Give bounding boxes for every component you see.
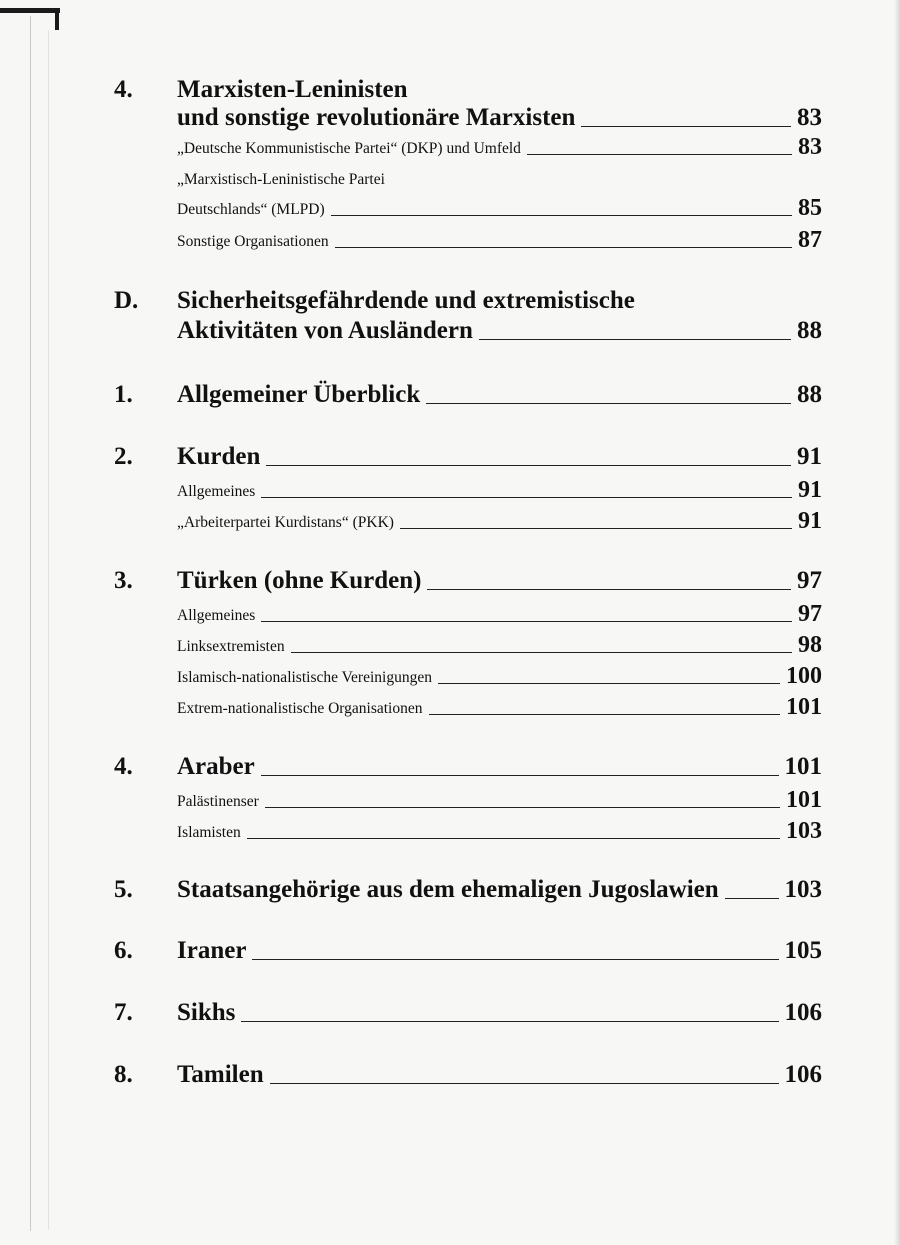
dot-leader: [426, 403, 791, 404]
toc-subentry[interactable]: [177, 135, 822, 159]
section-title: Sikhs: [177, 999, 236, 1026]
toc-entry[interactable]: [177, 380, 822, 410]
page-number: 105: [784, 937, 822, 964]
section-number: 6.: [114, 937, 133, 964]
subentry-title: Allgemeines: [177, 607, 256, 624]
page-number: 106: [784, 1061, 822, 1088]
dot-leader: [247, 838, 780, 839]
section-title: Allgemeiner Überblick: [177, 381, 421, 408]
toc-entry[interactable]: [177, 998, 822, 1028]
dot-leader: [252, 959, 778, 960]
toc-subentry[interactable]: [177, 196, 822, 220]
toc-entry[interactable]: [177, 103, 822, 133]
page-number: 83: [797, 104, 822, 131]
toc-entry[interactable]: [177, 875, 822, 905]
section-title: Tamilen: [177, 1061, 264, 1088]
page-number: 88: [797, 381, 822, 408]
page-number: 100: [786, 663, 822, 689]
section-title: Staatsangehörige aus dem ehemaligen Jugoslawien: [177, 876, 719, 903]
dot-leader: [429, 714, 781, 715]
page-number: 83: [798, 134, 822, 160]
toc-entry[interactable]: [177, 566, 822, 596]
page-number: 91: [797, 443, 822, 470]
section-number: 3.: [114, 567, 133, 594]
page-number: 101: [786, 787, 822, 813]
section-title: Türken (ohne Kurden): [177, 567, 422, 594]
toc-subentry[interactable]: [177, 509, 822, 533]
subentry-title: Linksextremisten: [177, 638, 285, 655]
page-number: 91: [798, 477, 822, 503]
toc-entry[interactable]: [177, 936, 822, 966]
toc-subentry[interactable]: [177, 695, 822, 719]
toc-entry[interactable]: [177, 1060, 822, 1090]
dot-leader: [335, 247, 792, 248]
toc-subentry[interactable]: [177, 602, 822, 626]
toc-subentry[interactable]: [177, 228, 822, 252]
toc-subentry[interactable]: [177, 788, 822, 812]
page-number: 106: [784, 999, 822, 1026]
subentry-title-line: „Marxistisch-Leninistische Partei: [177, 171, 385, 188]
toc-subentry[interactable]: [177, 664, 822, 688]
page-number: 97: [798, 601, 822, 627]
section-title: Araber: [177, 753, 255, 780]
subentry-title: „Deutsche Kommunistische Partei“ (DKP) und Umfeld: [177, 140, 521, 157]
dot-leader: [479, 339, 791, 340]
subentry-title: Allgemeines: [177, 483, 256, 500]
toc-subentry[interactable]: [177, 633, 822, 657]
dot-leader: [725, 898, 779, 899]
subentry-title: „Arbeiterpartei Kurdistans“ (PKK): [177, 514, 394, 531]
dot-leader: [270, 1083, 779, 1084]
toc-subentry[interactable]: [177, 819, 822, 843]
toc-subentry[interactable]: [177, 478, 822, 502]
section-title-line: Sicherheitsgefährdende und extremistische: [177, 287, 635, 314]
section-title-line: Marxisten-Leninisten: [177, 76, 408, 103]
dot-leader: [241, 1021, 778, 1022]
page-number: 98: [798, 632, 822, 658]
dot-leader: [291, 652, 792, 653]
page-number: 103: [784, 876, 822, 903]
dot-leader: [265, 807, 780, 808]
dot-leader: [331, 215, 792, 216]
subentry-title: Islamisch-nationalistische Vereinigungen: [177, 669, 432, 686]
dot-leader: [427, 589, 791, 590]
dot-leader: [400, 528, 792, 529]
toc-entry[interactable]: [177, 316, 822, 346]
section-number: 2.: [114, 443, 133, 470]
page-number: 103: [786, 818, 822, 844]
section-number: D.: [114, 287, 139, 314]
subentry-title: Sonstige Organisationen: [177, 233, 329, 250]
toc-entry[interactable]: [177, 752, 822, 782]
page-number: 91: [798, 508, 822, 534]
subentry-title: Deutschlands“ (MLPD): [177, 201, 325, 218]
section-number: 4.: [114, 76, 133, 103]
dot-leader: [581, 126, 791, 127]
page-number: 85: [798, 195, 822, 221]
section-number: 4.: [114, 753, 133, 780]
page-number: 101: [786, 694, 822, 720]
dot-leader: [261, 775, 779, 776]
section-title: Aktivitäten von Ausländern: [177, 317, 473, 344]
section-number: 5.: [114, 876, 133, 903]
section-title: Kurden: [177, 443, 261, 470]
page-number: 88: [797, 317, 822, 344]
dot-leader: [261, 621, 792, 622]
page-number: 87: [798, 227, 822, 253]
subentry-title: Extrem-nationalistische Organisationen: [177, 700, 423, 717]
dot-leader: [438, 683, 780, 684]
subentry-title: Islamisten: [177, 824, 241, 841]
dot-leader: [527, 154, 792, 155]
section-number: 1.: [114, 381, 133, 408]
page-number: 97: [797, 567, 822, 594]
dot-leader: [261, 497, 792, 498]
page-number: 101: [784, 753, 822, 780]
section-title: und sonstige revolutionäre Marxisten: [177, 104, 576, 131]
dot-leader: [266, 465, 791, 466]
subentry-title: Palästinenser: [177, 793, 259, 810]
section-number: 8.: [114, 1061, 133, 1088]
toc-entry[interactable]: [177, 442, 822, 472]
section-number: 7.: [114, 999, 133, 1026]
section-title: Iraner: [177, 937, 247, 964]
